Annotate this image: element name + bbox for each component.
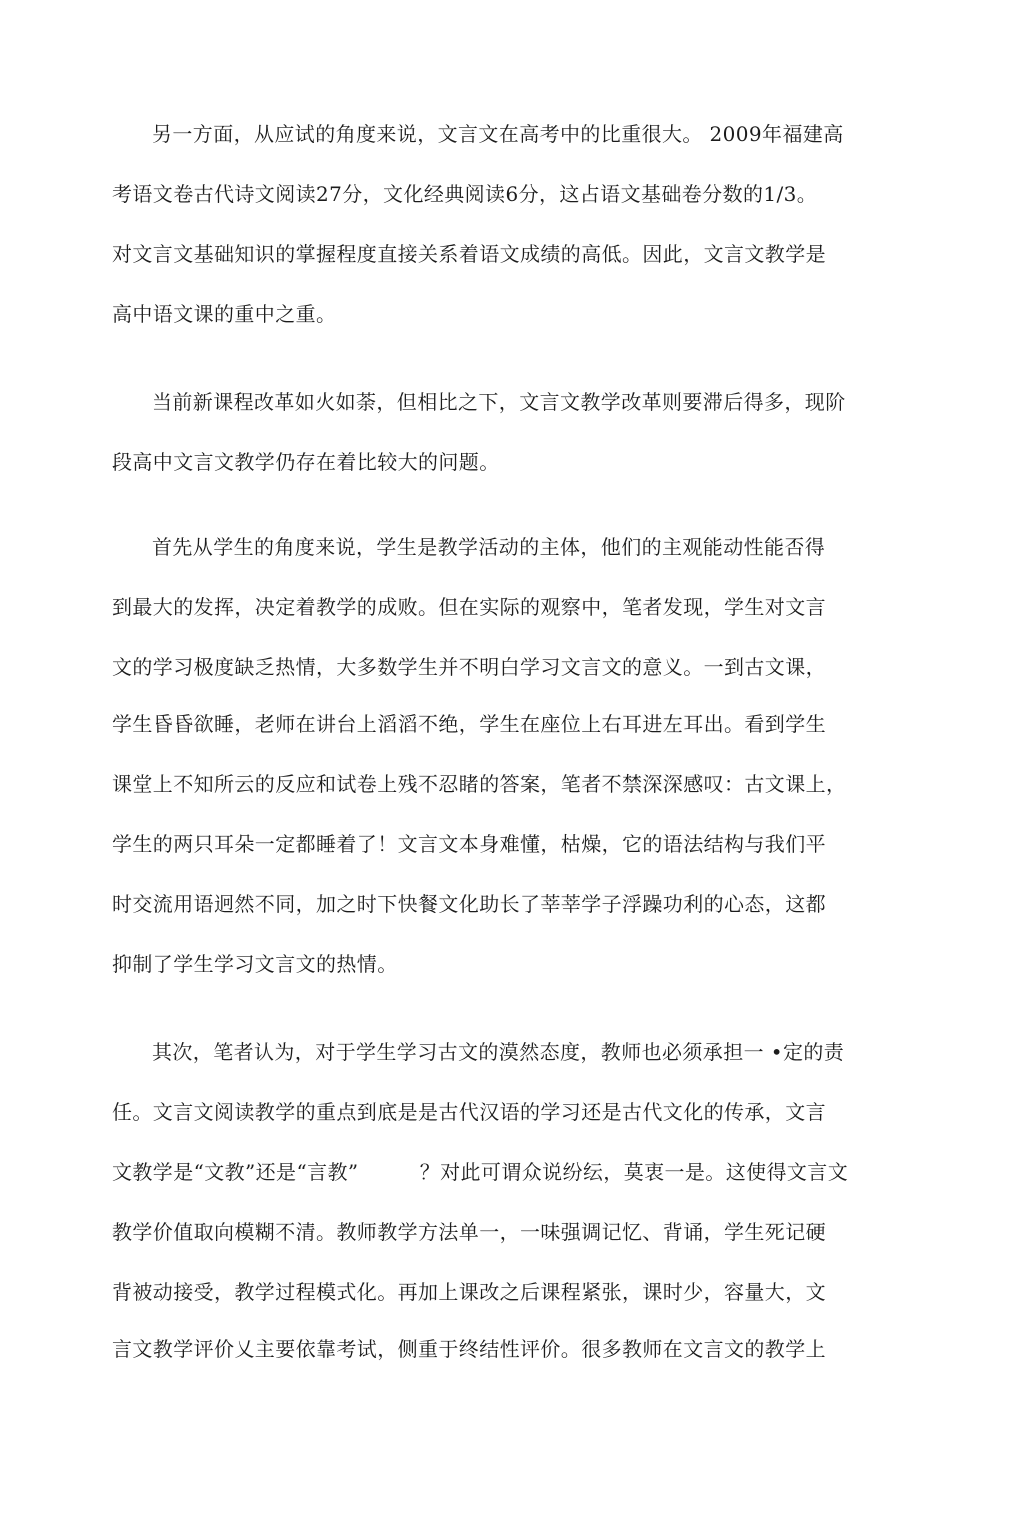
paragraph-3-line-1: 首先从学生的角度来说，学生是教学活动的主体，他们的主观能动性能否得: [152, 535, 826, 559]
paragraph-3-line-2: 到最大的发挥，决定着教学的成败。但在实际的观察中，笔者发现，学生对文言: [112, 595, 826, 619]
paragraph-3-line-6: 学生的两只耳朵一定都睡着了！文言文本身难懂，枯燥，它的语法结构与我们平: [112, 832, 826, 856]
paragraph-4-line-2: 任。文言文阅读教学的重点到底是是古代汉语的学习还是古代文化的传承，文言: [112, 1100, 826, 1124]
paragraph-1-line-3: 对文言文基础知识的掌握程度直接关系着语文成绩的高低。因此，文言文教学是: [112, 242, 826, 266]
paragraph-4-line-4: 教学价值取向模糊不清。教师教学方法单一，一味强调记忆、背诵，学生死记硬: [112, 1220, 826, 1244]
paragraph-3-line-4: 学生昏昏欲睡，老师在讲台上滔滔不绝，学生在座位上右耳进左耳出。看到学生: [112, 712, 826, 736]
paragraph-3-line-7: 时交流用语迥然不同，加之时下快餐文化助长了莘莘学子浮躁功利的心态，这都: [112, 892, 826, 916]
paragraph-1-line-2: 考语文卷古代诗文阅读27分，文化经典阅读6分，这占语文基础卷分数的1/3。: [112, 182, 818, 206]
paragraph-3-line-3: 文的学习极度缺乏热情，大多数学生并不明白学习文言文的意义。一到古文课，: [112, 655, 826, 679]
paragraph-1-line-1: 另一方面，从应试的角度来说，文言文在高考中的比重很大。 2009年福建高: [152, 122, 844, 146]
paragraph-4-line-1: 其次，笔者认为，对于学生学习古文的漠然态度，教师也必须承担一 •定的责: [152, 1040, 845, 1064]
paragraph-2-line-2: 段高中文言文教学仍存在着比较大的问题。: [112, 450, 500, 474]
paragraph-4-line-6: 言文教学评价乂主要依靠考试，侧重于终结性评价。很多教师在文言文的教学上: [112, 1337, 826, 1361]
paragraph-3-line-8: 抑制了学生学习文言文的热情。: [112, 952, 398, 976]
paragraph-4-line-5: 背被动接受，教学过程模式化。再加上课改之后课程紧张，课时少，容量大，文: [112, 1280, 826, 1304]
paragraph-4-line-3: 文教学是“文教”还是“言教” ？对此可谓众说纷纭，莫衷一是。这使得文言文: [112, 1160, 849, 1184]
paragraph-1-line-4: 高中语文课的重中之重。: [112, 302, 337, 326]
paragraph-3-line-5: 课堂上不知所云的反应和试卷上残不忍睹的答案，笔者不禁深深感叹：古文课上，: [112, 772, 847, 796]
paragraph-2-line-1: 当前新课程改革如火如荼，但相比之下，文言文教学改革则要滞后得多，现阶: [152, 390, 846, 414]
